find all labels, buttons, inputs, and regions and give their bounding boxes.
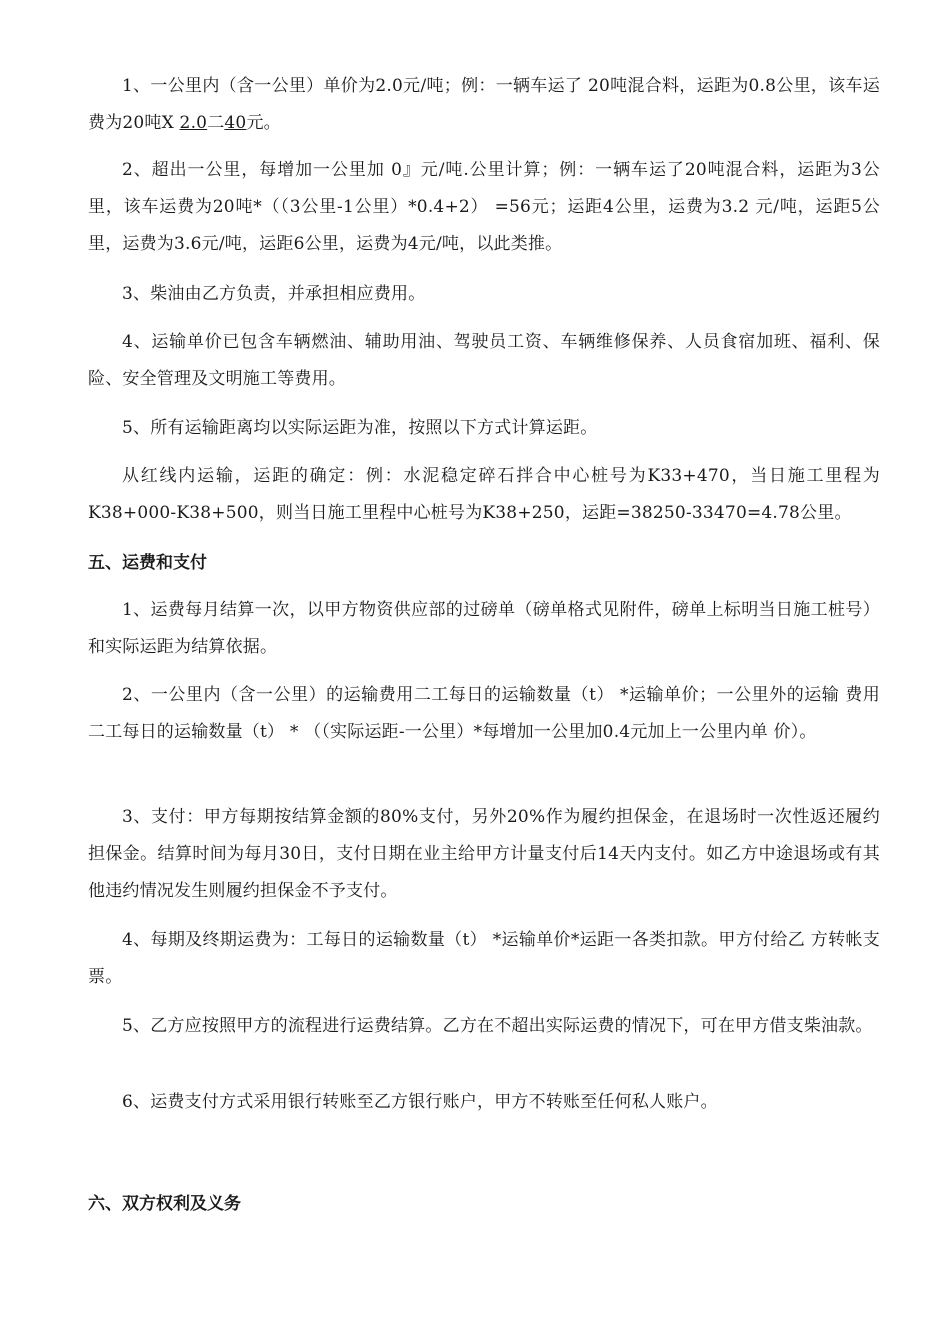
item-1-equals-text: 二 (207, 113, 225, 133)
item-1-underlined-price: 2.0 (179, 113, 208, 133)
section-5-heading: 五、运费和支付 (88, 553, 207, 573)
item-3-diesel: 3、柴油由乙方负责，并承担相应费用。 (122, 284, 426, 304)
section-5-item-4: 4、每期及终期运费为：工每日的运输数量（t） *运输单价*运距一各类扣款。甲方付给乙 方转帐支票。 (88, 930, 880, 987)
section-6-heading: 六、双方权利及义务 (88, 1194, 241, 1214)
item-1-unit-text: 元。 (246, 113, 281, 133)
item-1-unit-price (88, 68, 880, 142)
item-5-distance-basis: 5、所有运输距离均以实际运距为准，按照以下方式计算运距。 (122, 418, 598, 438)
item-1-underlined-total: 40 (224, 113, 247, 133)
section-5-item-6: 6、运费支付方式采用银行转账至乙方银行账户，甲方不转账至任何私人账户。 (122, 1092, 718, 1112)
item-2-extra-distance: 2、超出一公里，每增加一公里加 0』元/吨.公里计算；例：一辆车运了20吨混合料，运距为3公里，该车运费为20吨*（（3公里-1公里）*0.4+2） =56元；运距4公里，运费为3.2 元/吨，运距5公里，运费为3.6元/吨，运距6公里，运费为4元/吨，以此类推。 (88, 160, 880, 254)
section-5-item-1: 1、运费每月结算一次，以甲方物资供应部的过磅单（磅单格式见附件，磅单上标明当日施工桩号）和实际运距为结算依据。 (88, 600, 880, 657)
section-5-item-3: 3、支付：甲方每期按结算金额的80%支付，另外20%作为履约担保金，在退场时一次性返还履约担保金。结算时间为每月30日，支付日期在业主给甲方计量支付后14天内支付。如乙方中途退场或有其他违约情况发生则履约担保金不予支付。 (88, 807, 880, 901)
item-1-text: 1、一公里内（含一公里）单价为2.0元/吨；例：一辆车运了 20吨混合料，运距为0.8公里，该车运费为20吨X (88, 76, 880, 133)
item-4-price-includes: 4、运输单价已包含车辆燃油、辅助用油、驾驶员工资、车辆维修保养、人员食宿加班、福利、保险、安全管理及文明施工等费用。 (88, 332, 880, 389)
section-5-item-5: 5、乙方应按照甲方的流程进行运费结算。乙方在不超出实际运费的情况下，可在甲方借支柴油款。 (122, 1016, 873, 1036)
distance-example: 从红线内运输，运距的确定：例：水泥稳定碎石拌合中心桩号为K33+470，当日施工里程为K38+000-K38+500，则当日施工里程中心桩号为K38+250，运距=38250-33470=4.78公里。 (88, 466, 880, 523)
section-5-item-2: 2、一公里内（含一公里）的运输费用二工每日的运输数量（t） *运输单价；一公里外的运输 费用二工每日的运输数量（t） * （（实际运距-一公里）*每增加一公里加0.4元加上一公里内单 价）。 (88, 685, 880, 742)
